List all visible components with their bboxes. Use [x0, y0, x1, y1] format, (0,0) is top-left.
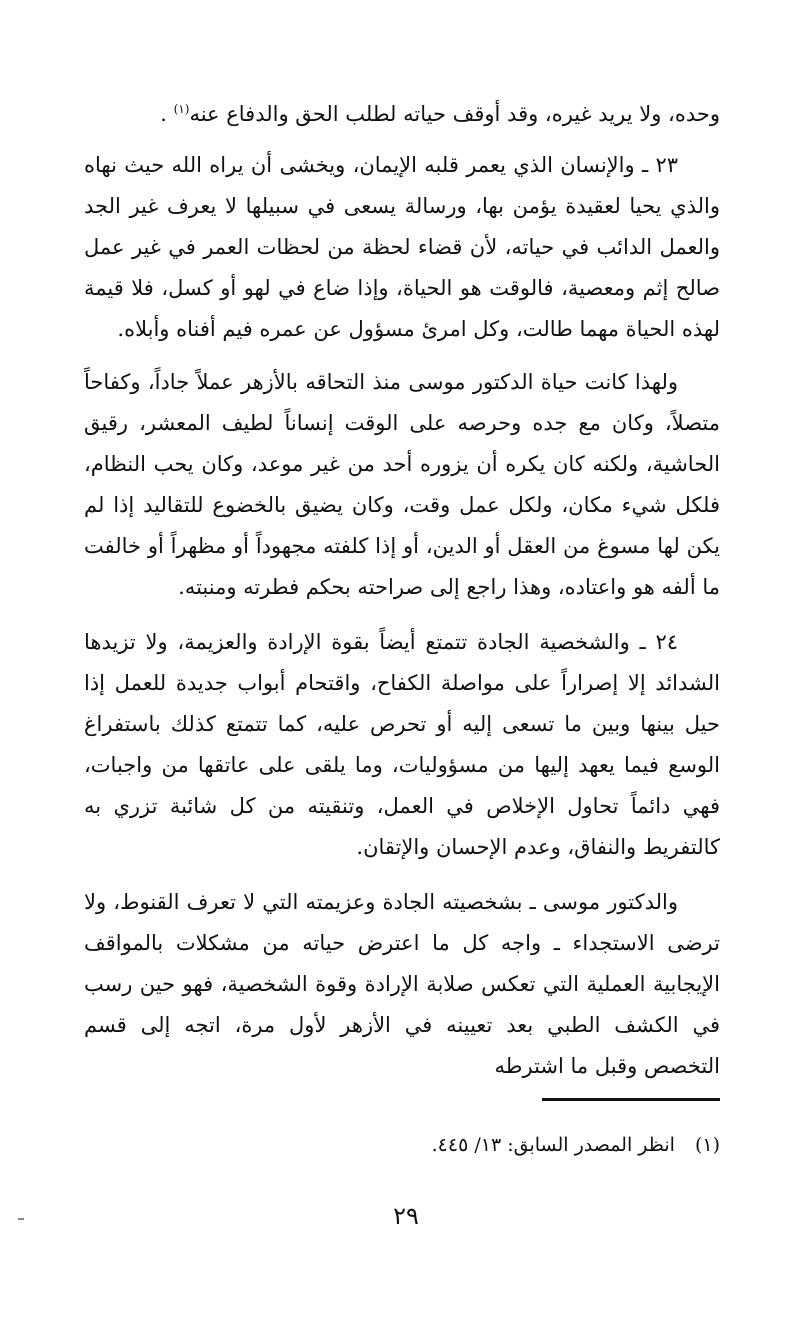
- page-number: ٢٩: [393, 1202, 419, 1230]
- footnote: [84, 1128, 720, 1162]
- body-text-block-4: [84, 622, 720, 868]
- body-text-block-2: [84, 145, 720, 350]
- paragraph-5: والدكتور موسى ـ بشخصيته الجادة وعزيمته التي لا تعرف القنوط، ولا ترضى الاستجداء ـ واجه كل ما اعترض حياته من مشكلات بالمواقف الإيجابية العملية التي تعكس صلابة الإرادة وقوة الشخصية، فهو حين رسب في الكشف الطبي بعد تعيينه في الأزهر لأول مرة، اتجه إلى قسم التخصص وقبل ما اشترطه: [84, 890, 720, 1078]
- body-text-block-1: [84, 94, 720, 135]
- paragraph-3: ولهذا كانت حياة الدكتور موسى منذ التحاقه بالأزهر عملاً جاداً، وكفاحاً متصلاً، وكان مع جده وحرصه على الوقت إنساناً لطيف المعشر، رقيق الحاشية، ولكنه كان يكره أن يزوره أحد من غير موعد، وكان يحب النظام، فلكل شيء مكان، ولكل عمل وقت، وكان يضيق بالخضوع للتقاليد إذا لم يكن لها مسوغ من العقل أو الدين، أو إذا كلفته مجهوداً أو مظهراً أو خالفت ما ألفه هو واعتاده، وهذا راجع إلى صراحته بحكم فطرته ومنبته.: [84, 370, 720, 599]
- paragraph-2: ٢٣ ـ والإنسان الذي يعمر قلبه الإيمان، ويخشى أن يراه الله حيث نهاه والذي يحيا لعقيدة يؤمن بها، ورسالة يسعى في سبيلها لا يعرف غير الجد والعمل الدائب في حياته، لأن قضاء لحظة من لحظات العمر في غير عمل صالح إثم ومعصية، فالوقت هو الحياة، وإذا ضاع في لهو أو كسل، فلا قيمة لهذه الحياة مهما طالت، وكل امرئ مسؤول عن عمره فيم أفناه وأبلاه.: [84, 153, 720, 341]
- paragraph-1-text: وحده، ولا يريد غيره، وقد أوقف حياته لطلب الحق والدفاع عنه: [189, 102, 720, 126]
- paragraph-4: ٢٤ ـ والشخصية الجادة تتمتع أيضاً بقوة الإرادة والعزيمة، ولا تزيدها الشدائد إلا إصراراً على مواصلة الكفاح، واقتحام أبواب جديدة للعمل إذا حيل بينها وبين ما تسعى إليه أو تحرص عليه، كما تتمتع كذلك باستفراغ الوسع فيما يعهد إليها من مسؤوليات، وما يلقى على عاتقها من واجبات، فهي دائماً تحاول الإخلاص في العمل، وتنقيته من كل شائبة تزري به كالتفريط والنفاق، وعدم الإحسان والإتقان.: [84, 630, 720, 859]
- body-text-block-5: [84, 882, 720, 1087]
- paragraph-1-tail: .: [160, 102, 167, 126]
- footnote-reference[interactable]: (١): [173, 102, 190, 116]
- paragraph-1: [84, 94, 720, 135]
- scan-mark: [18, 1218, 24, 1220]
- footnote-text: انظر المصدر السابق: ١٣/ ٤٤٥.: [431, 1134, 675, 1156]
- footnote-number: (١): [694, 1134, 720, 1156]
- footnote-separator: [542, 1098, 720, 1101]
- body-text-block-3: [84, 362, 720, 608]
